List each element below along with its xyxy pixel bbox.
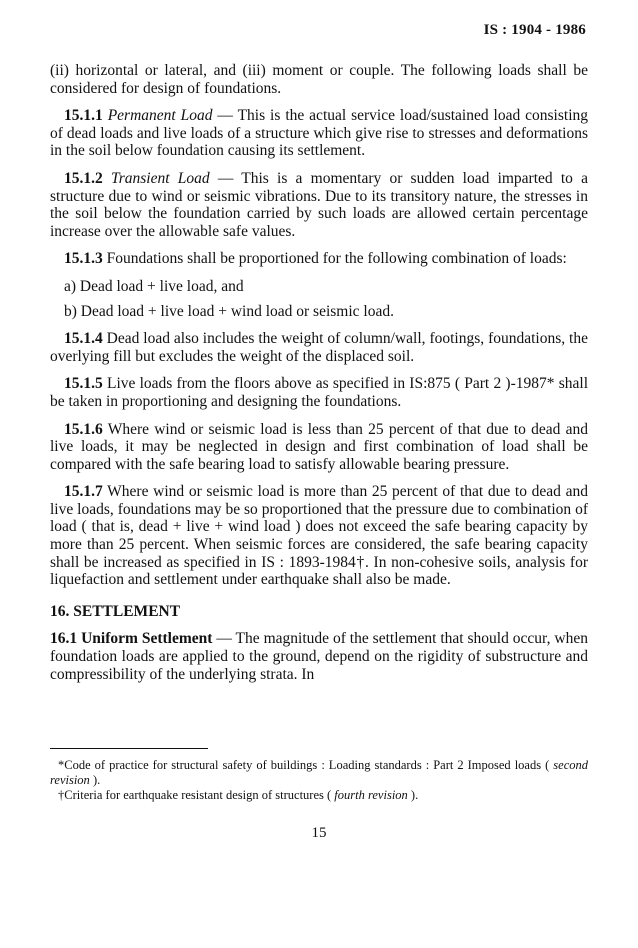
footnote-divider [50,748,208,749]
clause-number: 16.1 Uniform Settlement [50,630,213,648]
clause-15-1-4 [50,330,588,365]
footnote-1 [50,758,588,788]
page-number: 15 [311,825,327,841]
clause-title: Transient Load [110,169,210,187]
clause-text: Dead load also includes the weight of column/wall, footings, foundations, the overlying fill but excludes the weight of the displaced soil. [50,330,588,365]
clause-text: Live loads from the floors above as specified in IS:875 ( Part 2 )-1987* shall be taken in proportioning and designing the foundations. [50,375,588,410]
footnotes [50,758,588,803]
clause-number: 15.1.2 [64,169,103,187]
clause-number: 15.1.7 [64,483,103,501]
footnote-text: ). [89,773,101,787]
clause-number: 15.1.3 [64,250,103,268]
clause-title: Permanent Load [107,107,213,125]
list-item: a) Dead load + live load, and [64,277,244,295]
clause-number: 15.1.6 [64,420,103,438]
clause-16-1 [50,630,588,683]
clause-text: Foundations shall be proportioned for the following combination of loads: [102,250,567,268]
page-body [50,62,588,693]
clause-15-1-3 [50,250,588,268]
footnote-text: ). [407,788,419,802]
clause-text: — The magnitude of the settlement that should occur, when foundation loads are applied to the ground, depend on the rigidity of substructure and compressibility of the underlying strata. In [50,630,588,683]
footnote-text: *Code of practice for structural safety of buildings : Loading standards : Part 2 Imposed loads ( [58,758,554,772]
clause-15-1-6 [50,421,588,474]
footnote-text: †Criteria for earthquake resistant design of structures ( [58,788,335,802]
load-combination-list [50,278,588,320]
clause-text: Where wind or seismic load is less than 25 percent of that due to dead and live loads, it may be neglected in design and first combination of load shall be compared with the safe bearing load to satisfy allowable bearing pressure. [50,420,588,473]
clause-15-1-5 [50,375,588,410]
footnote-italic: fourth revision [334,788,408,802]
clause-number: 15.1.4 [64,330,103,348]
footnote-2 [50,788,588,803]
footnote-italic: second revision [50,758,588,787]
list-item: b) Dead load + live load + wind load or seismic load. [64,302,394,320]
section-heading-settlement: 16. SETTLEMENT [50,602,181,620]
standard-number-header: IS : 1904 - 1986 [483,22,586,38]
clause-number: 15.1.5 [64,375,103,393]
clause-15-1-1 [50,107,588,160]
intro-paragraph: (ii) horizontal or lateral, and (iii) moment or couple. The following loads shall be considered for design of foundations. [50,62,588,97]
clause-text: Where wind or seismic load is more than 25 percent of that due to dead and live loads, foundations may be so proportioned that the pressure due to combination of load ( that is, dead + live + wind load ) does not exceed the safe bearing capacity by more than 25 percent. When seismic forces are considered, the safe bearing capacity shall be increased as specified in IS : 1893-1984†. In non-cohesive soils, analysis for liquefaction and settlement under earthquake shall also be made. [50,483,588,589]
clause-text: — This is the actual service load/sustained load consisting of dead loads and live loads of a structure which give rise to stresses and deformations in the soil below foundation causing its settlement. [50,107,589,160]
clause-number: 15.1.1 [64,107,103,125]
clause-15-1-7 [50,483,588,589]
clause-text: — This is a momentary or sudden load imparted to a structure due to wind or seismic vibrations. Due to its transitory nature, the stresses in the soil below the foundation carried by such loads are allowed certain percentage increase over the allowable safe values. [50,169,589,240]
clause-15-1-2 [50,170,588,240]
